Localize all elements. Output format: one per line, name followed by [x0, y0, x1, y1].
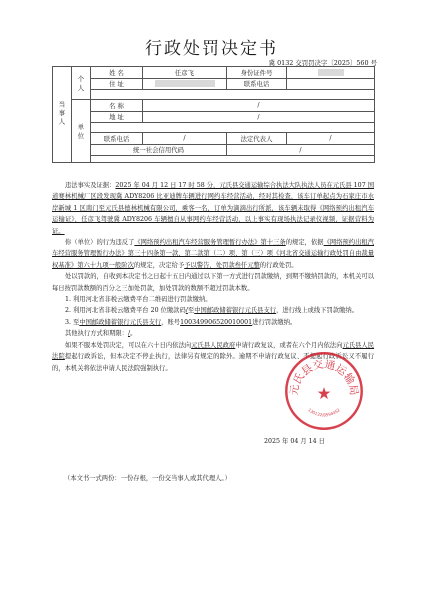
- violation-connector: 的规定，依据: [285, 239, 324, 247]
- penalty-suffix: 的行政处罚。: [259, 261, 298, 269]
- credit-code-label: 统一社会信用代码: [91, 144, 227, 156]
- official-seal: [283, 350, 365, 432]
- method3-intro: 3. 至: [65, 318, 80, 326]
- method3-account-number: 100349906520010001: [180, 318, 253, 326]
- phone-value: [287, 78, 375, 90]
- method2-connector: 至: [187, 307, 195, 315]
- legal-rep-label: 法定代表人: [227, 133, 287, 145]
- exec-label: 其他执行方式和期限：: [65, 330, 128, 338]
- address-label: 住 址: [91, 78, 143, 90]
- payment-method-1: 1. 利用河北省非税云缴费平台二维码进行罚款缴纳。: [65, 296, 212, 304]
- method2-bank: 中国邮政储蓄银行元氏县支行: [194, 307, 277, 315]
- fine-payment-paragraph: 处以罚款的，自收到本决定书之日起十五日内通过以下第一方式进行罚款缴纳，到期不缴纳罚款的，本机关可以每日按罚款数额的百分之三加处罚款，加处罚款的数额不超过罚款本数。: [52, 273, 374, 292]
- appeal-intro: 如果不服本处罚决定，可以在六十日内依法向: [65, 341, 192, 349]
- document-title: 行政处罚决定书: [145, 39, 278, 59]
- method3-suffix: 进行罚款缴纳。: [252, 318, 297, 326]
- unit-address-value: /: [143, 111, 375, 123]
- unit-label: 单位: [77, 123, 85, 140]
- review-authority: 元氏县人民政府: [191, 341, 236, 349]
- penalty-intro: 的规定，决定给予: [133, 261, 185, 269]
- party-group-label: 当事人: [57, 100, 66, 127]
- facts-paragraph: [52, 180, 374, 237]
- phone-label: 联系电话: [227, 78, 287, 90]
- violation-intro: 你（单位）的行为违反了: [65, 239, 135, 247]
- violation-paragraph: [52, 237, 374, 271]
- seal-text: 元氏县交通运输局: [287, 357, 361, 397]
- method2-suffix: ，进行线上或线下罚款缴纳。: [276, 307, 358, 315]
- unit-address-label: 地 址: [91, 111, 143, 123]
- unit-name-value: /: [143, 100, 375, 112]
- individual-group-cell: [72, 67, 91, 100]
- seal-star-icon: ★: [316, 384, 332, 404]
- table-bottom-spacer: [91, 156, 375, 163]
- id-label: 身份证件号: [227, 67, 287, 79]
- legal-rep-value: /: [287, 133, 375, 145]
- id-value: [287, 67, 375, 79]
- violated-regulation: 《网络预约出租汽车经营服务管理暂行办法》第十三条: [134, 239, 286, 247]
- individual-label: 个人: [77, 75, 85, 92]
- redaction-block: [155, 80, 215, 87]
- party-info-table: [52, 66, 375, 163]
- method2-intro: 2. 利用河北省非税云缴费平台 20 位缴款码: [65, 307, 186, 315]
- decision-body: [52, 180, 374, 374]
- document-number: 冀 0132 交罚罚决字〔2025〕560 号: [268, 59, 377, 67]
- seal-code: 130132/8594452: [307, 407, 341, 418]
- payment-method-2: [52, 305, 374, 316]
- unit-phone-label: 联系电话: [91, 133, 143, 145]
- payment-method-3: [52, 317, 374, 328]
- method3-account-label: ，账号: [161, 318, 181, 326]
- legal-basis: 《网络预约出租汽车经营服务管理暂行办法》第三十四条第一款、第二款第（二）项、第（三）项《河北省交通运输行政处罚自由裁量权基准》第六十九项一般阶次: [52, 239, 375, 269]
- facts-text: 2025 年 04 月 12 日 17 时 58 分，元氏县交通运输综合执法大队执法人员在元氏县 107 国道赛林机械厂区段发现冀 ADY8206 比亚迪牌车辆进行网约车经营活动，经对其检查，该车订单起点为石家庄市水岸新城 1 区南门至元氏县德林机械有限公司，乘客一名，订单为滴滴出行所派，该车辆未取得《网络预约出租汽车运输证》，任彦飞驾驶冀 ADY8206 车辆擅自从事网约车经营活动，以上事实有现场执法记录仪视频，证据营料为证。: [52, 182, 375, 235]
- litigation-court: 元氏县人民法院: [52, 341, 375, 361]
- exec-suffix: 。: [130, 330, 137, 338]
- method3-bank: 中国邮政储蓄银行元氏县支行: [79, 318, 162, 326]
- unit-group-cell: [72, 100, 91, 163]
- decision-date: 2025 年 04 月 14 日: [264, 438, 325, 445]
- party-group-cell: [53, 67, 72, 163]
- facts-label: 违法事实及证据：: [65, 182, 116, 189]
- individual-spacer: [91, 90, 375, 100]
- unit-phone-value: /: [143, 133, 227, 145]
- appeal-middle: 申请行政复议，或者在六个月内依法向: [235, 341, 343, 349]
- redaction-block: [318, 69, 344, 76]
- address-value: [143, 78, 227, 90]
- other-execution-paragraph: [52, 328, 374, 339]
- name-label: 姓 名: [91, 67, 143, 79]
- payment-code: /: [185, 307, 188, 315]
- exec-value: /: [127, 330, 131, 338]
- unit-name-label: 名 称: [91, 100, 143, 112]
- name-value: 任彦飞: [143, 67, 227, 79]
- unit-spacer: [91, 123, 375, 133]
- penalty-text: 予以警告，处罚款叁仟元整: [184, 261, 260, 269]
- copies-note: （本文书一式两份：一份存根，一份交当事人或其代理人。）: [64, 475, 231, 482]
- appeal-suffix: 提起行政诉讼，但本决定不停止执行，法律另有规定的除外。逾期不申请行政复议、不提起行政诉讼又不履行的，本机关将依法申请人民法院强制执行。: [52, 353, 375, 372]
- credit-code-value: /: [227, 144, 375, 156]
